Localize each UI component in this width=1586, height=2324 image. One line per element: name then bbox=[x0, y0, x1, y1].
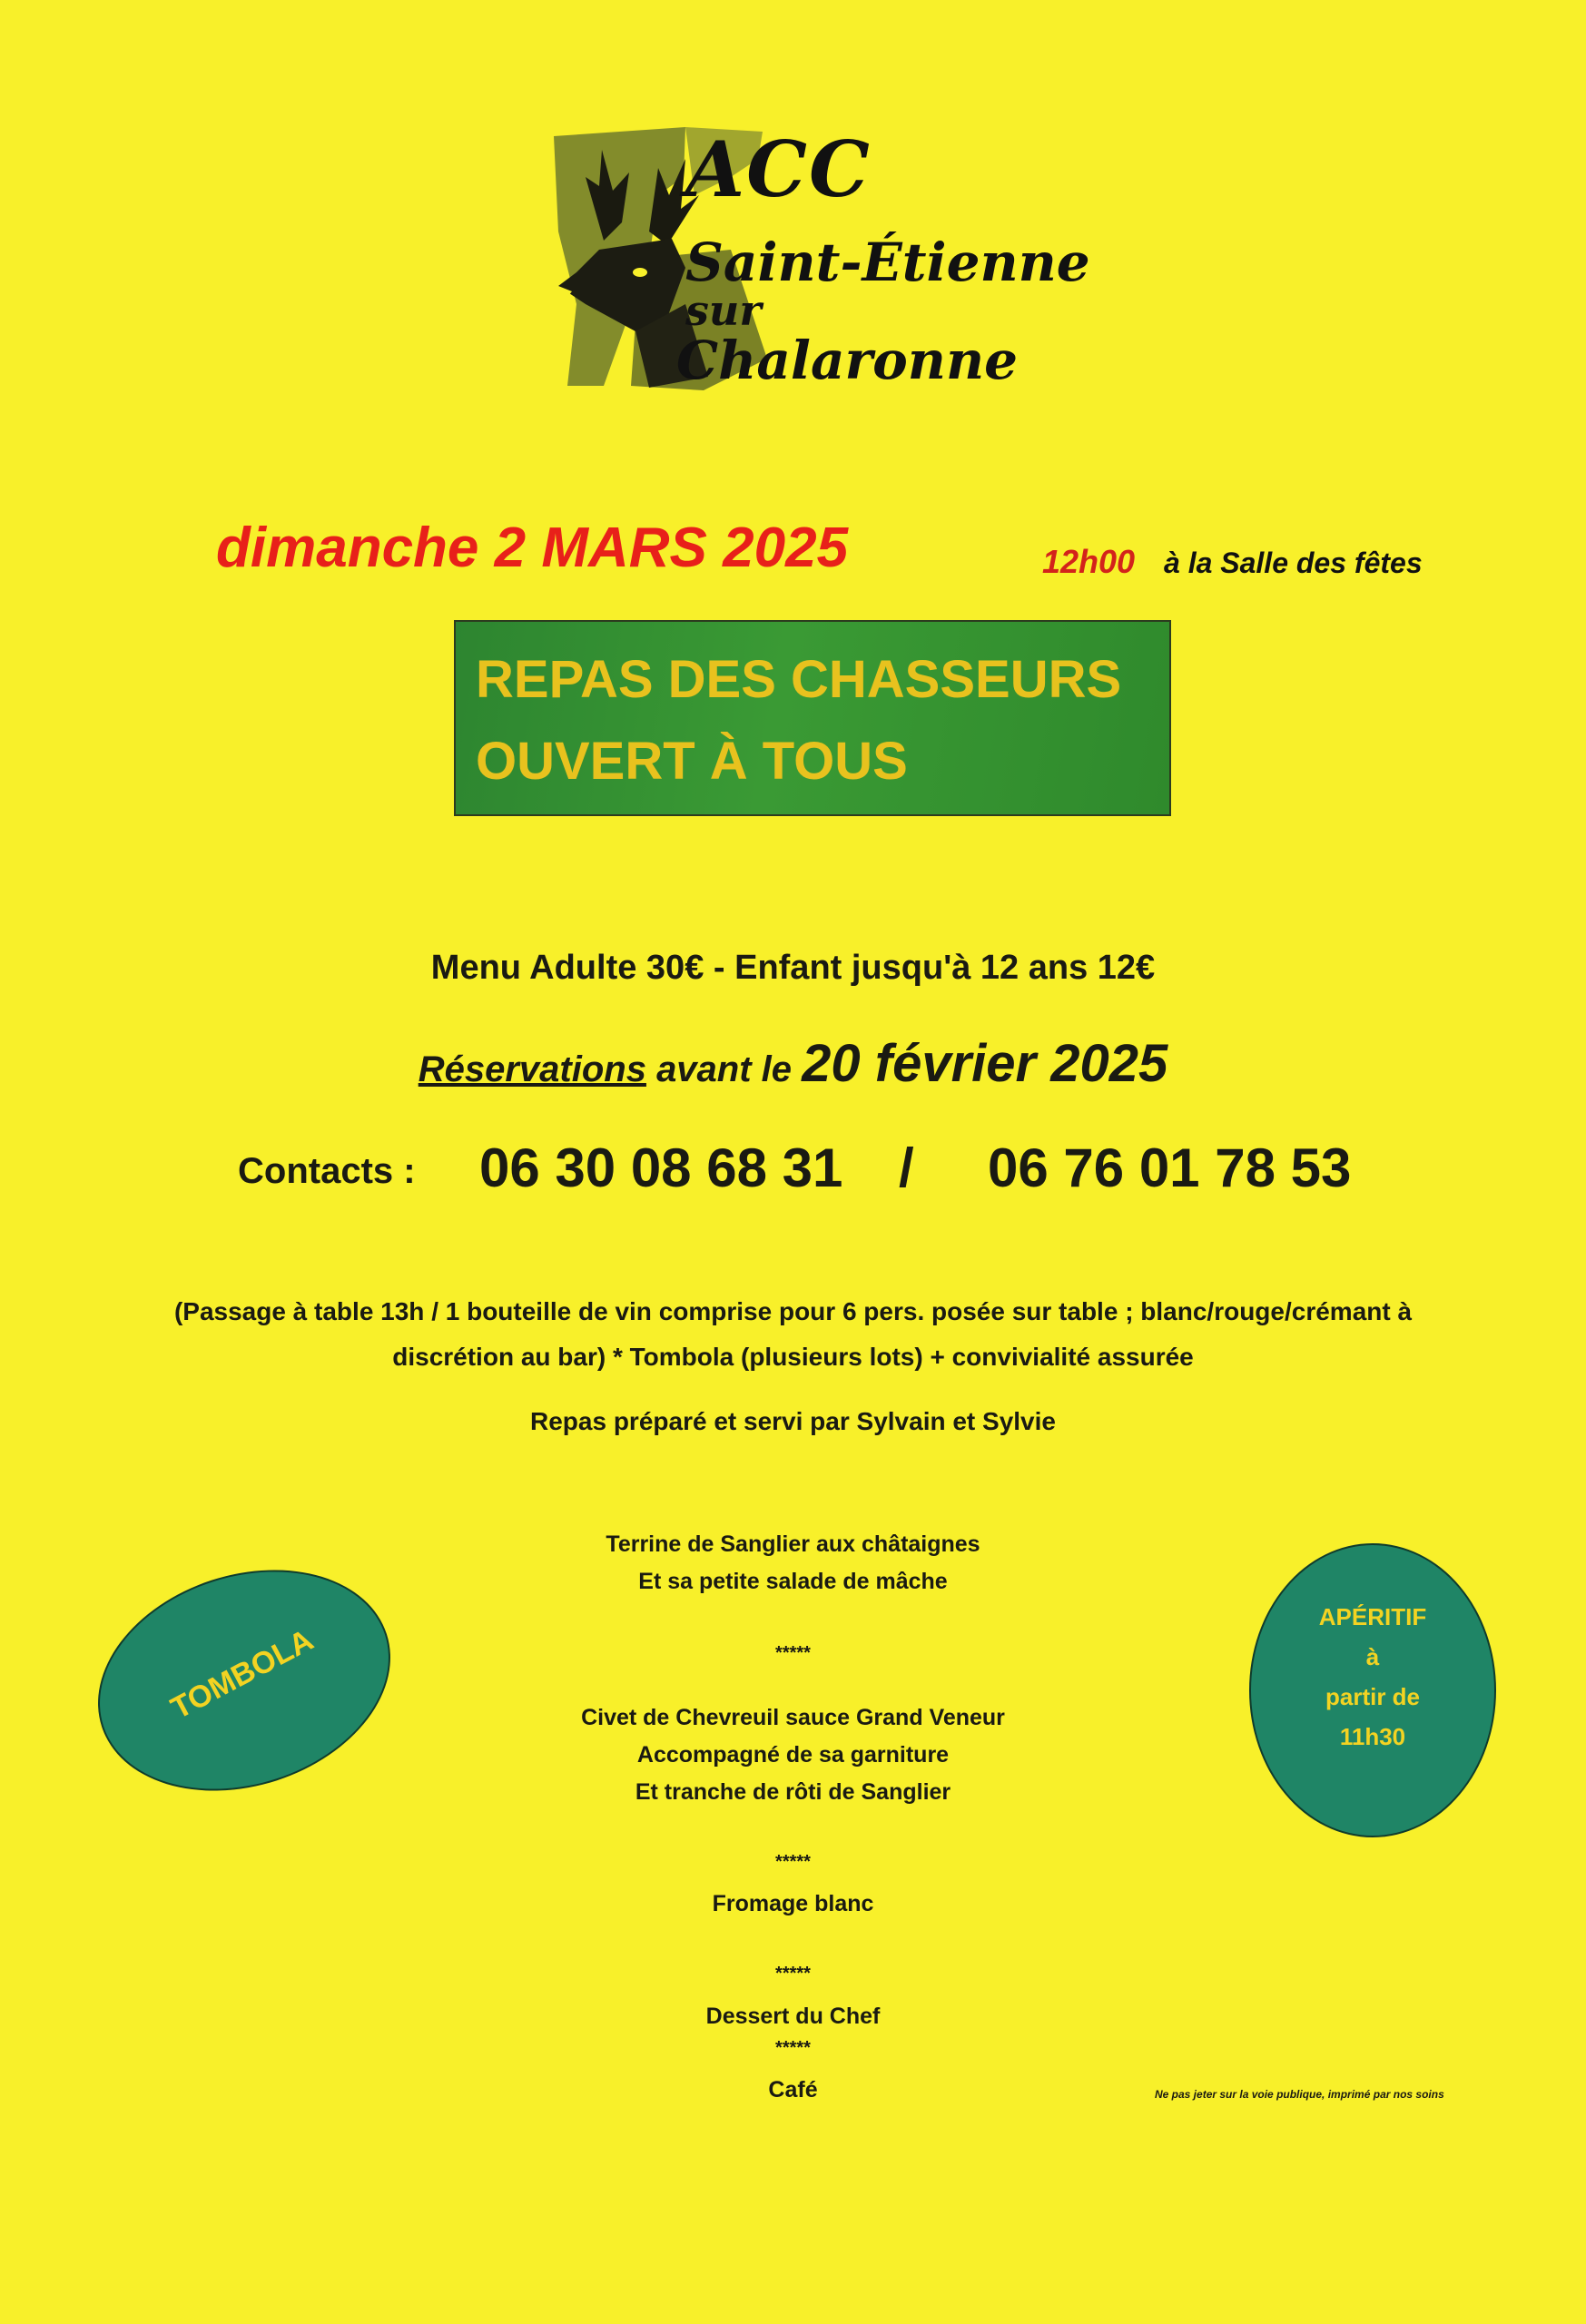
menu-main-2: Accompagné de sa garniture bbox=[636, 1742, 950, 1768]
aperitif-line-4: 11h30 bbox=[1339, 1723, 1406, 1750]
footer-note: Ne pas jeter sur la voie publique, imprimé par nos soins bbox=[1155, 2088, 1444, 2101]
event-place: à la Salle des fêtes bbox=[1164, 547, 1423, 579]
event-details bbox=[91, 1289, 1495, 1380]
contact-phone-2: 06 76 01 78 53 bbox=[988, 1137, 1352, 1198]
menu-separator-1: ***** bbox=[775, 1643, 811, 1663]
aperitif-line-2: à bbox=[1365, 1643, 1380, 1670]
menu-separator-2: ***** bbox=[775, 1852, 811, 1872]
club-logo bbox=[549, 123, 1090, 395]
menu-separator-4: ***** bbox=[775, 2038, 811, 2058]
contacts-label: Contacts : bbox=[238, 1151, 416, 1191]
menu-cheese: Fromage blanc bbox=[712, 1891, 874, 1916]
title-banner bbox=[454, 620, 1171, 816]
menu-separator-3: ***** bbox=[775, 1964, 811, 1984]
pricing-line: Menu Adulte 30€ - Enfant jusqu'à 12 ans 12€ bbox=[430, 949, 1156, 987]
menu-coffee: Café bbox=[768, 2077, 818, 2102]
contact-separator: / bbox=[899, 1137, 914, 1198]
menu-dessert: Dessert du Chef bbox=[705, 2004, 881, 2029]
reservation-before: avant le bbox=[656, 1049, 793, 1089]
menu-starter-2: Et sa petite salade de mâche bbox=[638, 1569, 948, 1594]
menu-starter-1: Terrine de Sanglier aux châtaignes bbox=[606, 1531, 980, 1557]
menu-main-3: Et tranche de rôti de Sanglier bbox=[635, 1779, 951, 1805]
menu-main-1: Civet de Chevreuil sauce Grand Veneur bbox=[581, 1705, 1005, 1730]
reservation-deadline: 20 février 2025 bbox=[802, 1034, 1168, 1093]
aperitif-oval bbox=[1249, 1543, 1496, 1837]
banner-title: REPAS DES CHASSEURS bbox=[476, 650, 1122, 709]
logo-acc-text: ACC bbox=[685, 124, 872, 214]
event-date: dimanche 2 MARS 2025 bbox=[216, 517, 849, 579]
event-time: 12h00 bbox=[1042, 543, 1136, 580]
banner-subtitle: OUVERT À TOUS bbox=[476, 732, 908, 791]
tombola-label: TOMBOLA bbox=[165, 1622, 320, 1727]
details-line-2: discrétion au bar) * Tombola (plusieurs lots) + convivialité assurée bbox=[392, 1343, 1194, 1371]
logo-town-line2: sur bbox=[685, 286, 762, 335]
aperitif-line-3: partir de bbox=[1325, 1683, 1421, 1710]
chefs-line: Repas préparé et servi par Sylvain et Sylvie bbox=[530, 1407, 1056, 1435]
logo-town-line3: Chalaronne bbox=[676, 330, 1019, 391]
logo-town-line1: Saint-Étienne bbox=[685, 231, 1090, 293]
reservation-label: Réservations bbox=[418, 1049, 646, 1089]
details-line-1: (Passage à table 13h / 1 bouteille de vin comprise pour 6 pers. posée sur table ; blanc/rouge/crémant à bbox=[173, 1297, 1413, 1325]
aperitif-line-1: APÉRITIF bbox=[1318, 1603, 1427, 1630]
contact-phone-1: 06 30 08 68 31 bbox=[479, 1137, 843, 1198]
reservation-line bbox=[0, 1033, 1586, 1094]
